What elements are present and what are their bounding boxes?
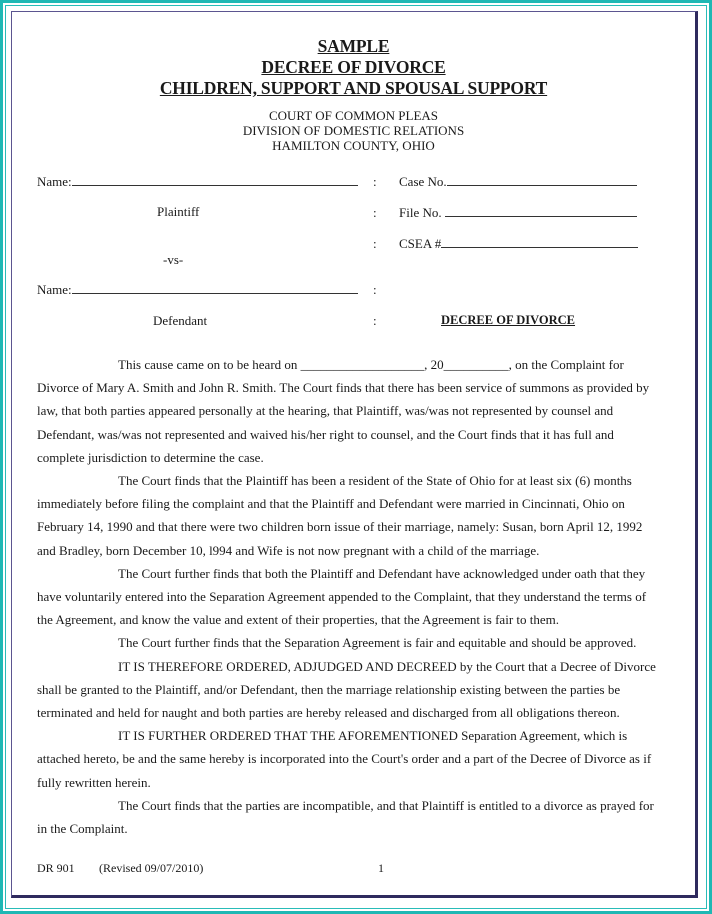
form-number: DR 901 bbox=[37, 861, 75, 875]
plaintiff-name-blank[interactable] bbox=[72, 174, 358, 186]
body-line: shall be granted to the Plaintiff, and/or Defendant, then the marriage relationship existing between the parties be bbox=[37, 681, 621, 697]
body-line: law, that both parties appeared personally at the hearing, that Plaintiff, was/was not represented by counsel and bbox=[37, 403, 614, 419]
caption-colon: : bbox=[373, 174, 377, 189]
body-line: complete jurisdiction to determine the case. bbox=[37, 449, 264, 465]
body-line: IT IS THEREFORE ORDERED, ADJUDGED AND DECREED by the Court that a Decree of Divorce bbox=[118, 658, 656, 674]
body-line: Defendant, was/was not represented and waived his/her right to counsel, and the Court finds that it has full and bbox=[37, 426, 614, 442]
caption-colon: : bbox=[373, 236, 377, 251]
defendant-name-field[interactable] bbox=[37, 282, 358, 298]
page-number: 1 bbox=[378, 861, 384, 875]
body-line: IT IS FURTHER ORDERED THAT THE AFOREMENTIONED Separation Agreement, which is bbox=[118, 728, 628, 744]
body-line: terminated and held for naught and both parties are hereby released and discharged from all obligations thereon. bbox=[37, 705, 620, 721]
csea-number-field[interactable] bbox=[399, 236, 638, 252]
case-number-label: Case No. bbox=[399, 174, 447, 189]
plaintiff-role: Plaintiff bbox=[157, 204, 200, 219]
plaintiff-name-field[interactable] bbox=[37, 174, 358, 190]
title-sample: SAMPLE bbox=[317, 36, 390, 56]
file-number-field[interactable] bbox=[399, 205, 637, 221]
body-line: The Court further finds that the Separation Agreement is fair and equitable and should be approved. bbox=[118, 635, 637, 651]
body-line: Divorce of Mary A. Smith and John R. Smith. The Court finds that there has been service of summons as provided by bbox=[37, 380, 650, 396]
title-children-support: CHILDREN, SUPPORT AND SPOUSAL SUPPORT bbox=[159, 78, 548, 98]
caption-colon: : bbox=[373, 205, 377, 220]
document-page bbox=[11, 11, 698, 898]
file-number-label: File No. bbox=[399, 205, 442, 220]
body-line: This cause came on to be heard on ___________________, 20__________, on the Complaint for bbox=[118, 357, 624, 372]
case-number-blank[interactable] bbox=[447, 174, 637, 186]
decree-body bbox=[37, 353, 677, 840]
title-decree: DECREE OF DIVORCE bbox=[261, 57, 446, 77]
body-line: and Bradley, born December 10, l994 and Wife is not now pregnant with a child of the marriage. bbox=[37, 542, 540, 558]
decree-of-divorce-label: DECREE OF DIVORCE bbox=[441, 313, 576, 327]
defendant-role: Defendant bbox=[153, 313, 208, 328]
court-name: COURT OF COMMON PLEAS bbox=[268, 108, 439, 123]
court-county: HAMILTON COUNTY, OHIO bbox=[272, 138, 435, 153]
body-line: fully rewritten herein. bbox=[37, 774, 151, 790]
defendant-name-blank[interactable] bbox=[72, 282, 358, 294]
court-division: DIVISION OF DOMESTIC RELATIONS bbox=[242, 123, 465, 138]
versus-label: -vs- bbox=[163, 252, 184, 267]
body-line: The Court finds that the Plaintiff has been a resident of the State of Ohio for at least six (6) months bbox=[118, 473, 632, 489]
body-line: have voluntarily entered into the Separation Agreement appended to the Complaint, that they understand the terms of bbox=[37, 589, 647, 605]
csea-blank[interactable] bbox=[441, 236, 638, 248]
revision-date: (Revised 09/07/2010) bbox=[99, 861, 204, 875]
caption-colon: : bbox=[373, 282, 377, 297]
body-line: attached hereto, be and the same hereby is incorporated into the Court's order and a part of the Decree of Divorce as if bbox=[37, 751, 652, 767]
caption-colon: : bbox=[373, 313, 377, 328]
defendant-name-label: Name: bbox=[37, 282, 72, 297]
body-line: The Court finds that the parties are incompatible, and that Plaintiff is entitled to a divorce as prayed for bbox=[118, 797, 654, 813]
body-line: February 14, 1990 and that there were two children born issue of their marriage, namely: Susan, born April 12, 1992 bbox=[37, 519, 643, 535]
body-line: the Agreement, and know the value and extent of their properties, that the Agreement is fair to them. bbox=[37, 612, 559, 628]
csea-label: CSEA # bbox=[399, 236, 442, 251]
body-line: The Court further finds that both the Plaintiff and Defendant have acknowledged under oath that they bbox=[118, 565, 646, 581]
body-line: immediately before filing the complaint and that the Plaintiff and Defendant were married in Cincinnati, Ohio on bbox=[37, 496, 625, 512]
case-number-field[interactable] bbox=[399, 174, 637, 190]
plaintiff-name-label: Name: bbox=[37, 174, 72, 189]
body-line: in the Complaint. bbox=[37, 821, 128, 837]
file-number-blank[interactable] bbox=[445, 205, 637, 217]
